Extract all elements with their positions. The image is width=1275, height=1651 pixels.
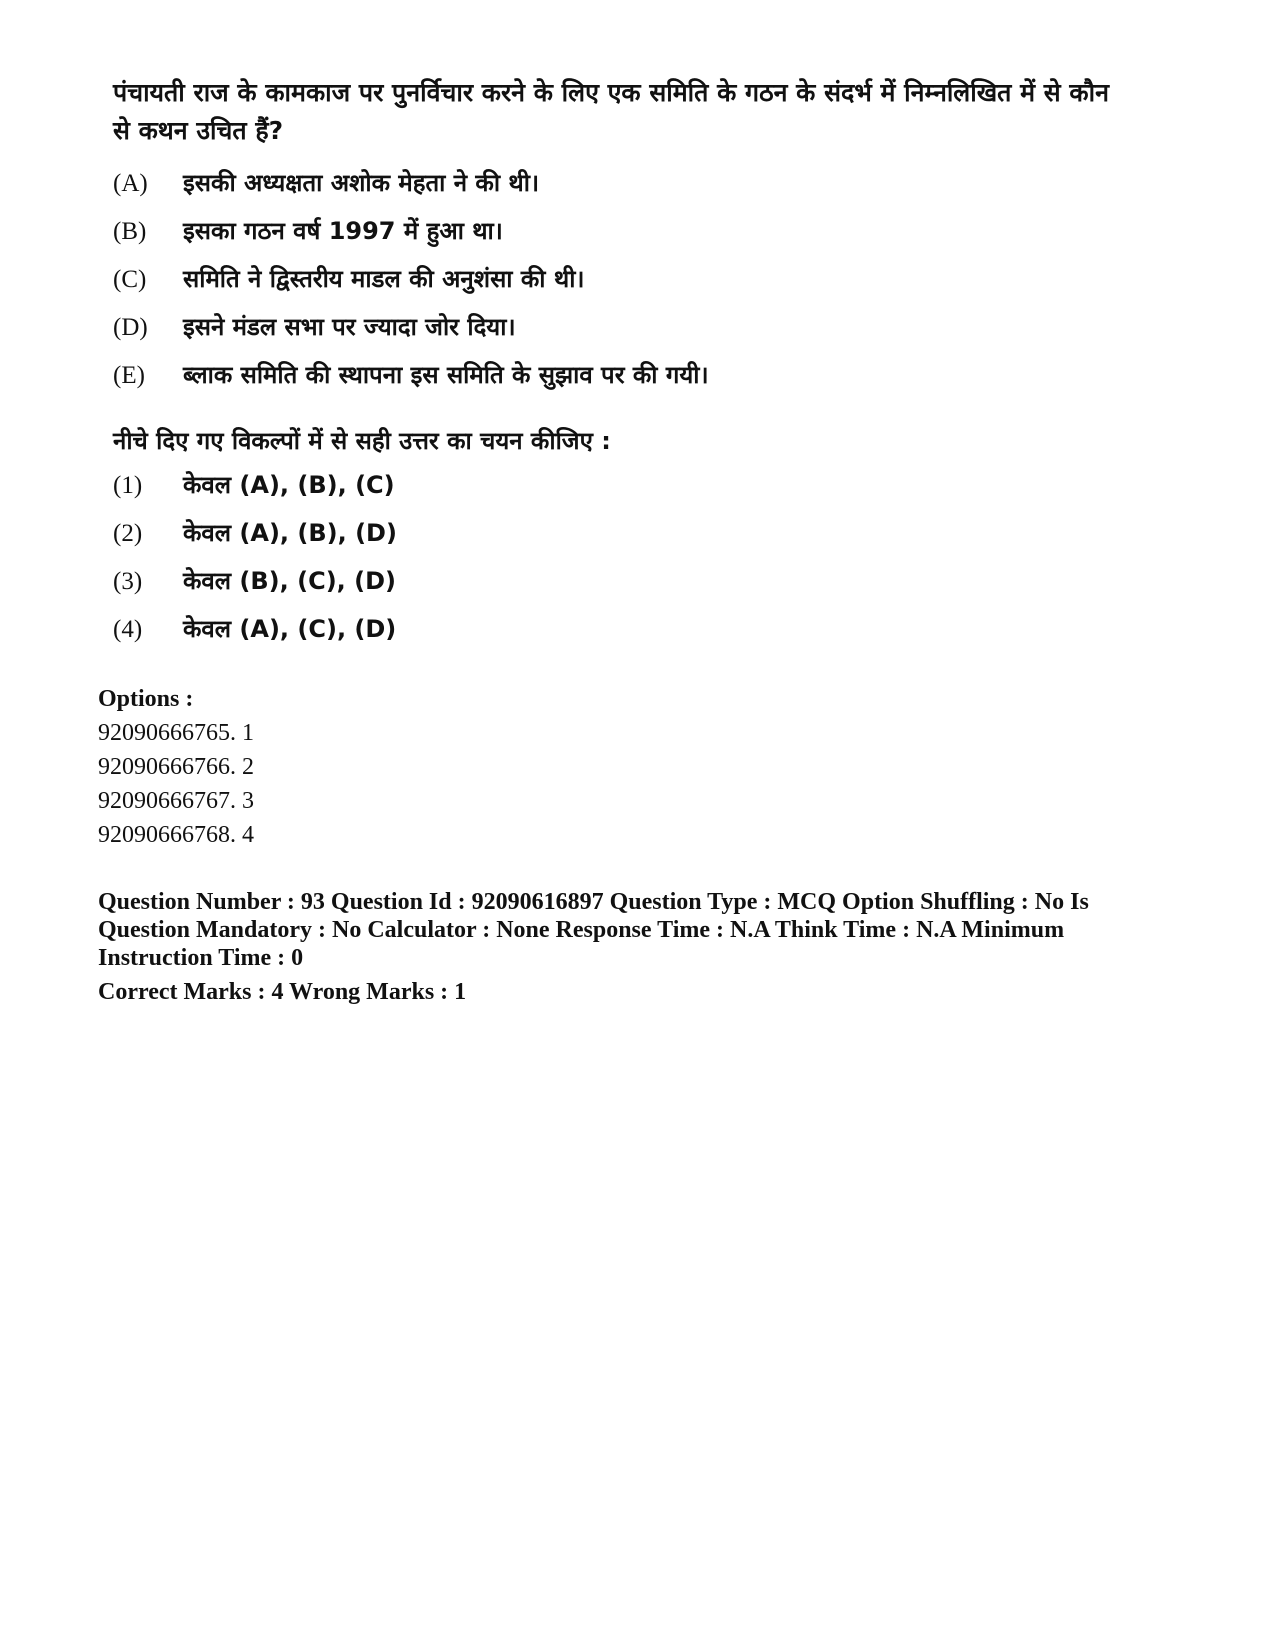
statement-b <box>113 214 1113 262</box>
choice-key: (1) <box>113 472 143 499</box>
choice-key: (4) <box>113 616 143 643</box>
statement-key: (B) <box>113 218 147 245</box>
options-section <box>98 682 254 852</box>
statement-e <box>113 358 1113 406</box>
next-question-meta <box>98 888 1158 1006</box>
choice-3 <box>113 564 1113 612</box>
choice-key: (2) <box>113 520 143 547</box>
choice-text: केवल (A), (B), (D) <box>183 519 397 547</box>
options-heading: Options : <box>98 686 194 712</box>
choice-2 <box>113 516 1113 564</box>
answer-instruction: नीचे दिए गए विकल्पों में से सही उत्तर का चयन कीजिए : <box>113 427 611 455</box>
marks-line: Correct Marks : 4 Wrong Marks : 1 <box>98 979 467 1005</box>
statement-d <box>113 310 1113 358</box>
choice-list <box>113 468 1113 660</box>
statement-text: इसकी अध्यक्षता अशोक मेहता ने की थी। <box>183 169 540 197</box>
statement-text: इसका गठन वर्ष 1997 में हुआ था। <box>183 217 503 245</box>
statement-key: (C) <box>113 266 147 293</box>
statement-text: इसने मंडल सभा पर ज्यादा जोर दिया। <box>183 313 516 341</box>
statement-key: (D) <box>113 314 148 341</box>
choice-key: (3) <box>113 568 143 595</box>
option-item-3: 92090666767. 3 <box>98 788 254 814</box>
choice-text: केवल (B), (C), (D) <box>183 567 396 595</box>
option-item-1: 92090666765. 1 <box>98 720 254 746</box>
statement-text: ब्लाक समिति की स्थापना इस समिति के सुझाव पर की गयी। <box>183 361 709 389</box>
statement-key: (E) <box>113 362 145 389</box>
choice-1 <box>113 468 1113 516</box>
choice-text: केवल (A), (C), (D) <box>183 615 397 643</box>
option-item-2: 92090666766. 2 <box>98 754 254 780</box>
statement-a <box>113 166 1113 214</box>
choice-text: केवल (A), (B), (C) <box>183 471 395 499</box>
statement-text: समिति ने द्विस्तरीय माडल की अनुशंसा की थी। <box>183 265 585 293</box>
question-block <box>113 74 1113 660</box>
option-item-4: 92090666768. 4 <box>98 822 254 848</box>
question-text: पंचायती राज के कामकाज पर पुनर्विचार करने के लिए एक समिति के गठन के संदर्भ में निम्नलिखित में से कौन से कथन उचित हैं? <box>113 78 1109 145</box>
statement-list <box>113 166 1113 406</box>
statement-c <box>113 262 1113 310</box>
choice-4 <box>113 612 1113 660</box>
statement-key: (A) <box>113 170 148 197</box>
question-metadata: Question Number : 93 Question Id : 92090616897 Question Type : MCQ Option Shuffling : No Is Question Mandatory : No Calculator : None Response Time : N.A Think Time : N.A Minimum Instruction Time : 0 <box>98 889 1089 971</box>
